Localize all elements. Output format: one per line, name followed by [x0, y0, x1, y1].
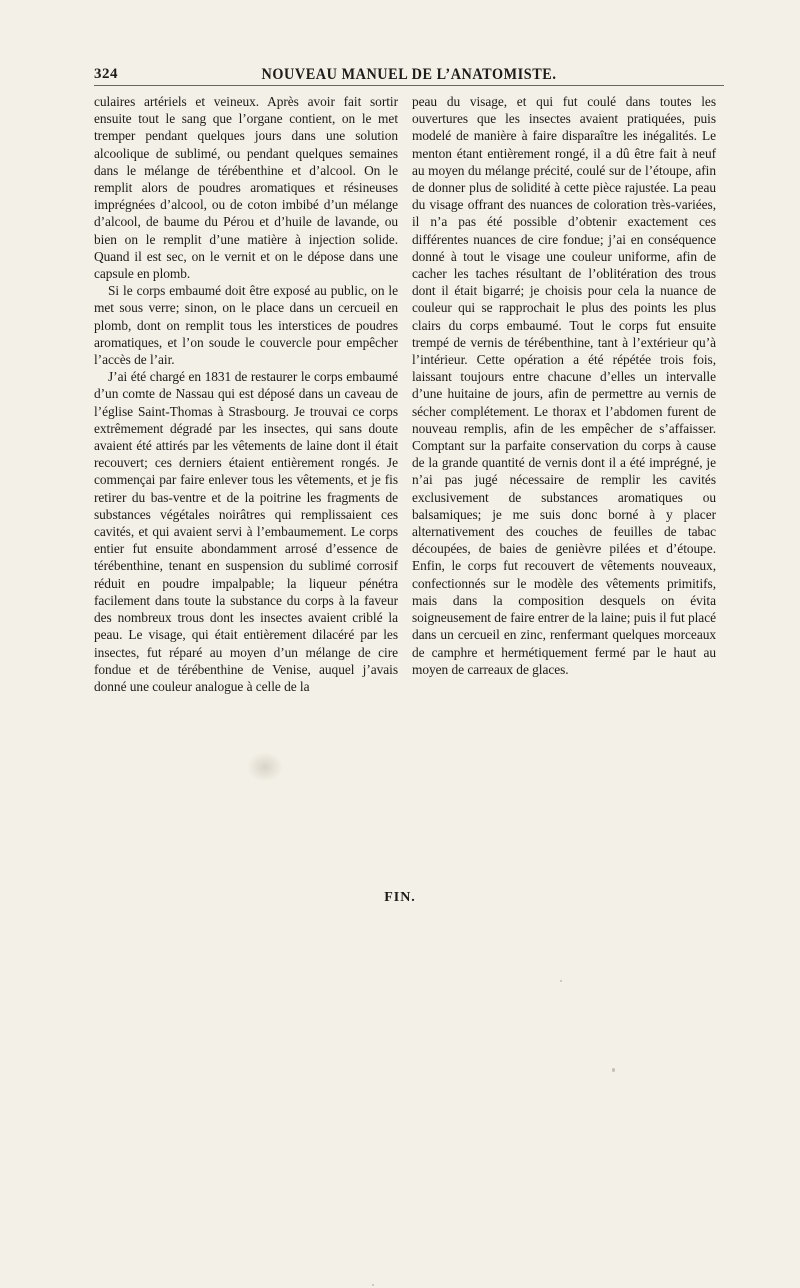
left-paragraph-3: J’ai été chargé en 1831 de restaurer le corps embaumé d’un comte de Nassau qui est déposé dans un caveau de l’église Saint-Thomas à Strasbourg. Je trouvai ce corps extrêmement dégradé par les insectes, qui sans doute avaient été attirés par les vêtements de laine dont il était recouvert; ces derniers étaient entièrement rongés. Je commençai par faire enlever tous les vêtements, et je fis retirer du bas-ventre et de la poitrine les fragments de substances végétales noirâtres qui remplissaient ces cavités, et qui avaient servi à l’embaumement. Le corps entier fut ensuite abondamment arrosé d’essence de térébenthine, tenant en suspension du sublimé corrosif réduit en poudre impalpable; la liqueur pénétra facilement dans toute la substance du corps à la faveur des nombreux trous dont les insectes avaient criblé la peau. Le visage, qui était entièrement dilacéré par les insectes, fut réparé au moyen d’un mélange de cire fondue et de térébenthine de Venise, auquel j’avais donné une couleur analogue à celle de la: [94, 369, 398, 694]
fin-marker: FIN.: [384, 890, 416, 905]
paper-smudge: [247, 752, 283, 782]
right-column: [412, 93, 716, 678]
page-number: 324: [94, 66, 118, 82]
right-paragraph-1: peau du visage, et qui fut coulé dans toutes les ouvertures que les insectes avaient pratiquées, puis modelé de manière à faire disparaître les inégalités. Le menton étant entièrement rongé, il a dû être fait à neuf au moyen du mélange précité, coulé sur de l’étoupe, afin de donner plus de solidité à cette pièce rajustée. La peau du visage offrant des nuances de coloration très-variées, il n’a pas été possible d’obtenir exactement ces différentes nuances de cire fondue; j’ai en conséquence donné à tout le visage une couleur uniforme, afin de cacher les taches résultant de l’oblitération des trous dont il était bigarré; je choisis pour cela la nuance de couleur qui se rapprochait le plus des points les plus clairs du corps embaumé. Tout le corps fut ensuite trempé de vernis de térébenthine, tant à l’extérieur qu’à l’intérieur. Cette opération a été répétée trois fois, laissant toujours entre chacune d’elles un intervalle d’une huitaine de jours, afin de permettre au vernis de sécher complétement. Le thorax et l’abdomen furent de nouveau remplis, afin de les empêcher de s’affaisser. Comptant sur la parfaite conservation du corps à cause de la grande quantité de vernis dont il a été imprégné, je n’ai pas jugé nécessaire de remplir les cavités exclusivement de substances aromatiques ou balsamiques; je me suis donc borné à y placer alternativement des couches de feuilles de tabac découpées, de baies de genièvre pilées et d’étoupe. Enfin, le corps fut recouvert de vêtements nouveaux, confectionnés sur le modèle des vêtements primitifs, mais dans la composition desquels on évita soigneusement de faire entrer de la laine; puis il fut placé dans un cercueil en zinc, renfermant quelques morceaux de camphre et hermétiquement fermé par le haut au moyen de carreaux de glaces.: [412, 94, 716, 677]
header-rule: [94, 85, 724, 86]
paper-speck: [612, 1068, 615, 1072]
left-paragraph-1: culaires artériels et veineux. Après avoir fait sortir ensuite tout le sang que l’organe contient, on le met tremper pendant quelques jours dans une solution alcoolique de sublimé, ou pendant quelques semaines dans le mélange de térébenthine et d’alcool. On le remplit alors de poudres aromatiques et résineuses imprégnées d’alcool, ou de coton imbibé d’un mélange d’alcool, de baume du Pérou et d’huile de lavande, ou bien on le remplit d’une matière à injection solide. Quand il est sec, on le vernit et on le dépose dans une capsule en plomb.: [94, 94, 398, 282]
paper-speck: [560, 980, 562, 982]
running-title: NOUVEAU MANUEL DE L’ANATOMISTE.: [261, 66, 557, 83]
paper-speck: [372, 1284, 374, 1286]
left-column: [94, 93, 398, 695]
left-paragraph-2: Si le corps embaumé doit être exposé au public, on le met sous verre; sinon, on le place dans un cercueil en plomb, dont on remplit tous les interstices de poudres aromatiques, et l’on soude le couvercle pour empêcher l’accès de l’air.: [94, 283, 398, 368]
